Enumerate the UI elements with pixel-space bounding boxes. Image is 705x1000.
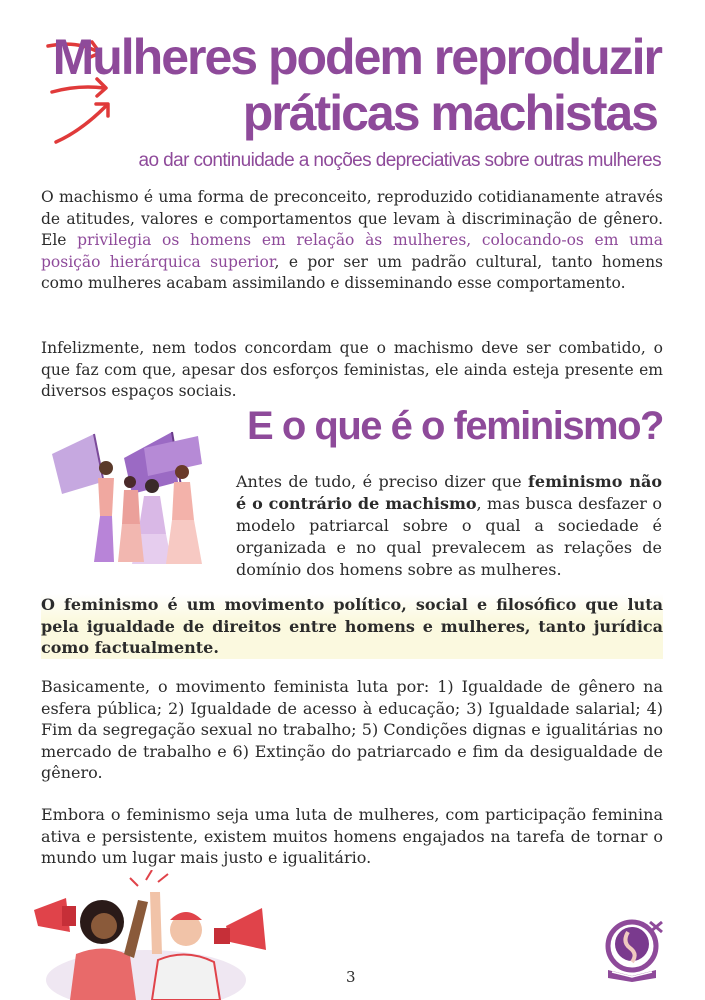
paragraph-combat: Infelizmente, nem todos concordam que o machismo deve ser combatido, o que faz com que, apesar dos esforços feministas, ele ainda esteja presente em diversos espaços sociais. xyxy=(41,339,663,400)
megaphone-women-illustration xyxy=(26,870,278,1000)
page-number: 3 xyxy=(346,968,356,986)
feminism-logo xyxy=(600,914,668,984)
paragraph-men: Embora o feminismo seja uma luta de mulheres, com participação feminina ativa e persistente, existem muitos homens engajados na tarefa de tornar o mundo um lugar mais justo e igualitário. xyxy=(41,805,663,868)
page-title: práticas machistas xyxy=(242,85,657,141)
bold-text: feminismo não é o contrário de machismo xyxy=(236,472,662,513)
arrow-icon xyxy=(56,104,108,142)
highlight-quote: O feminismo é um movimento político, social e filosófico que luta pela igualdade de direitos entre homens e mulheres, tanto jurídica como factualmente. xyxy=(41,595,663,657)
paragraph-feminism-intro: Antes de tudo, é preciso dizer que feminismo não é o contrário de machismo, mas busca desfazer o modelo patriarcal sobre o qual a sociedade é organizada e no qual prevalecem as relações de domínio dos homens sobre as mulheres. xyxy=(236,472,662,579)
page-subtitle: ao dar continuidade a noções depreciativas sobre outras mulheres xyxy=(138,150,661,171)
paragraph-machismo: O machismo é uma forma de preconceito, reproduzido cotidianamente através de atitudes, valores e comportamentos que levam à discriminação de gênero. Ele privilegia os homens em relação às mulheres, colocando-os em uma posição hierárquica superior, e por ser um padrão cultural, tanto homens como mulheres acabam assimilando e disseminando esse comportamento. xyxy=(41,188,663,292)
page-title: Mulheres podem reproduzir xyxy=(52,29,661,85)
paragraph-goals: Basicamente, o movimento feminista luta por: 1) Igualdade de gênero na esfera pública; 2) Igualdade de acesso à educação; 3) Igualdade salarial; 4) Fim da segregação sexual no trabalho; 5) Condições dignas e igualitárias no mercado de trabalho e 6) Extinção do patriarcado e fim da desigualdade de gênero. xyxy=(41,677,663,783)
highlighted-text: privilegia os homens em relação às mulheres, colocando-os em uma posição hierárquica superior xyxy=(41,231,663,271)
women-flags-illustration xyxy=(48,424,220,566)
section-heading: E o que é o feminismo? xyxy=(247,404,663,448)
